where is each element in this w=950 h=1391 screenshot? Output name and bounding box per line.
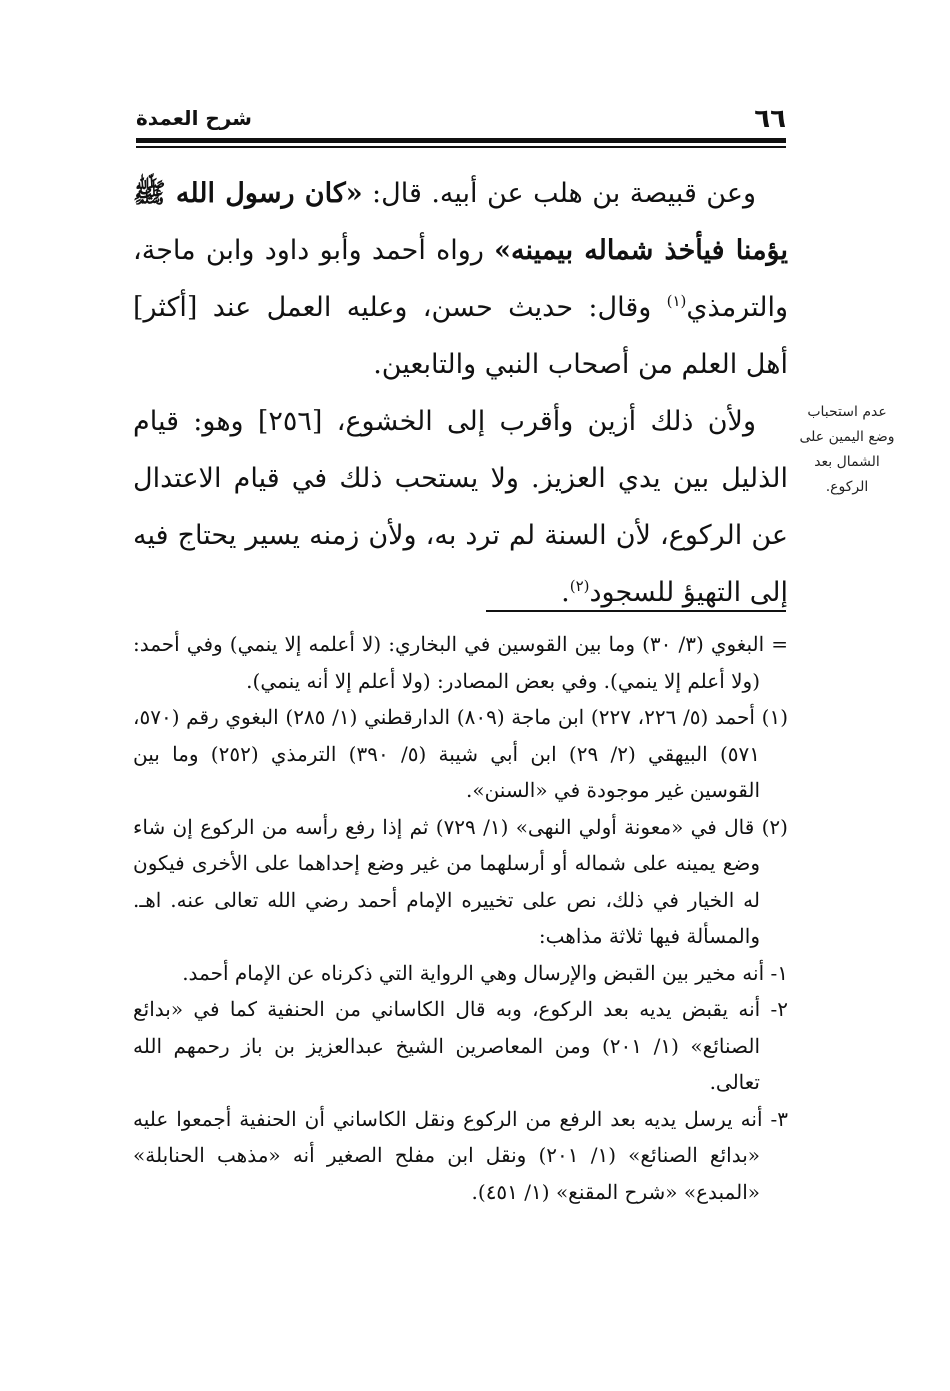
footnote-2-item-2: ٢- أنه يقبض يديه بعد الركوع، وبه قال الكاساني من الحنفية كما في «بدائع الصنائع» (١/ ٢٠١) ومن المعاصرين الشيخ عبدالعزيز بن باز رحمهم الله تعالى.	[133, 997, 789, 1094]
hadith-quote: «كان رسول الله ﷺ يؤمنا فيأخذ شماله بيمينه»	[133, 178, 788, 266]
footnote-ref-1[interactable]: (١)	[666, 292, 687, 310]
main-text	[133, 165, 788, 621]
footnote-ref-2[interactable]: (٢)	[569, 577, 590, 595]
paragraph-2-text: ولأن ذلك أزين وأقرب إلى الخشوع، [٢٥٦] وهو: قيام الذليل بين يدي العزيز. ولا يستحب ذلك في قيام الاعتدال عن الركوع، لأن السنة لم ترد به، ولأن زمنه يسير يحتاج فيه إلى التهيؤ للسجود	[133, 406, 788, 608]
header-rule-thick	[136, 138, 786, 143]
paragraph-1-after-hadith: رواه أحمد وأبو داود وابن ماجة، والترمذي	[133, 235, 788, 323]
footnote-2: (٢) قال في «معونة أولي النهى» (١/ ٧٢٩) ثم إذا رفع رأسه من الركوع إن شاء وضع يمينه على شماله أو أرسلهما من غير وضع إحداهما على الأخرى فيكون له الخيار في ذلك، نص على تخييره الإمام أحمد رضي الله تعالى عنه. اهـ. والمسألة فيها ثلاثة مذاهب:	[133, 814, 788, 948]
footnotes	[133, 626, 788, 1210]
book-title: شرح العمدة	[136, 106, 252, 130]
footnote-2-item-3: ٣- أنه يرسل يديه بعد الرفع من الركوع ونقل الكاساني أن الحنفية أجمعوا عليه «بدائع الصنائع» (١/ ٢٠١) ونقل ابن مفلح الصغير أنه «مذهب الحنابلة» «المبدع» «شرح المقنع» (١/ ٤٥١).	[133, 1106, 788, 1204]
paragraph-1	[133, 165, 788, 393]
footnote-1: (١) أحمد (٥/ ٢٢٦، ٢٢٧) ابن ماجة (٨٠٩) الدارقطني (١/ ٢٨٥) البغوي رقم (٥٧٠، ٥٧١) البيهقي (٢/ ٢٩) ابن أبي شيبة (٥/ ٣٩٠) الترمذي (٢٥٢) وما بين القوسين غير موجودة في «السنن».	[133, 705, 788, 802]
footnote-separator	[486, 610, 786, 612]
footnote-2-item-1: ١- أنه مخير بين القبض والإرسال وهي الرواية التي ذكرناه عن الإمام أحمد.	[182, 960, 788, 985]
page-number: ٦٦	[754, 104, 786, 134]
paragraph-1-intro: وعن قبيصة بن هلب عن أبيه. قال:	[362, 178, 756, 209]
paragraph-2-end: .	[561, 577, 570, 608]
paragraph-1-rest: وقال: حديث حسن، وعليه العمل عند [أكثر] أهل العلم من أصحاب النبي والتابعين.	[133, 292, 788, 380]
footnote-continuation: = البغوي (٣/ ٣٠) وما بين القوسين في البخاري: (لا أعلمه إلا ينمي) وفي أحمد: (ولا أعلم إلا ينمي). وفي بعض المصادر: (ولا أعلم إلا أنه ينمي).	[133, 632, 788, 693]
margin-note: عدم استحباب وضع اليمين على الشمال بعد الركوع.	[799, 404, 895, 495]
paragraph-2	[133, 393, 788, 621]
page-header	[136, 102, 786, 136]
header-rule-thin	[136, 146, 786, 148]
